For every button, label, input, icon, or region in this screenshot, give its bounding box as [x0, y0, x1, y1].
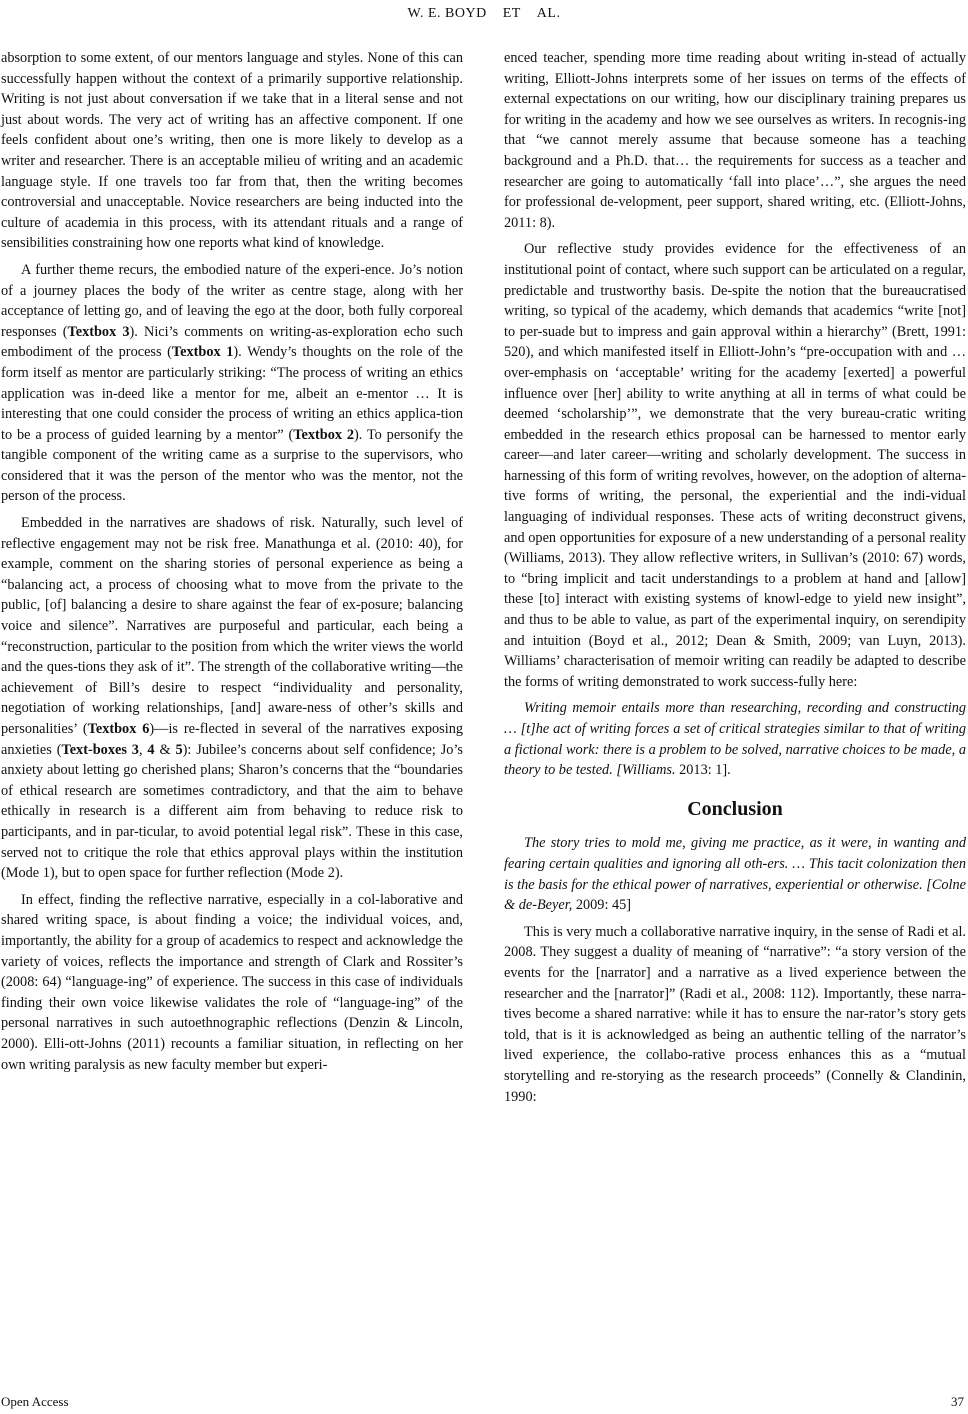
footer-page-number: 37	[951, 1394, 964, 1409]
text-run: ). To personify the tangible component of the writing came as a surprise to the supervisors, who considered that it was the person of the mentor who was the mentor, not the person of the process.	[1, 426, 463, 505]
text-run: ,	[138, 741, 148, 758]
textbox-ref: Textbox 3	[67, 323, 130, 340]
paragraph	[1, 513, 463, 884]
paragraph: Our reflective study provides evidence for the effectiveness of an institutional point of contact, where such support can be articulated on a regular, predictable and trustworthy basis. De-spite the notion that the bureaucratised writing, so typical of the academy, which demands that academics “write [not] to per-suade but to impress and gain approval within a hierarchy” (Brett, 1991: 520), and which manifested itself in Elliott-John’s “pre-occupation with and … over-emphasis on ‘acceptable’ writing for the academy [exerted] a powerful influence over [her] ability to write anything at all in terms of what could be deemed ‘scholarship’”, we demonstrate that the very bureau-cratic writing embedded in the research ethics proposal can be harnessed to mentor early career—and later career—writing and scholarly development. The success in harnessing of this form of writing revolves, however, on the adoption of alterna-tive forms of writing, the personal, the experiential and the indi-vidual languaging of individual responses. These acts of writing deconstruct givens, and open opportunities for exposure of a new understanding of a personal reality (Williams, 2013). They allow reflective writers, in Sullivan’s (2010: 67) words, to “bring implicit and tacit understandings to a problem at hand and [allow] these [to] interact with existing systems of knowl-edge to yield new insight”, and thus to be able to value, as part of the experimental inquiry, on serendipity and intuition (Boyd et al., 2012; Dean & Smith, 2009; van Luyn, 2013). Williams’ characterisation of memoir writing can readily be adapted to describe the forms of writing demonstrated to work success-fully here:	[504, 241, 966, 690]
quote-citation: 2009: 45]	[572, 897, 632, 914]
textbox-ref: 4	[147, 741, 155, 758]
text-run: ): Jubilee’s concerns about self confidence; Jo’s anxiety about letting go cherished plans; Sharon’s concerns that the “boundaries of ethical research are sometimes contradictory, and that the aim to behave ethically in research is a different aim from behaving to reduce risk to participants, and in par-ticular, to avoid potential legal risk”. These in this case, served not to critique the role that ethics approval plays within the institution (Mode 1), but to open space for further reflection (Mode 2).	[1, 741, 463, 882]
text-run: A further theme recurs, the embodied nature of the experi-ence. Jo’s notion of a journey places the body of the writer as centre stage, along with her acceptance of letting go, and of leaving the ego at the door, both fully corporeal responses (	[1, 261, 463, 340]
quote-text: The story tries to mold me, giving me practice, as it were, in wanting and fearing certain qualities and ignoring all oth-ers. … This tacit colonization then is the basis for the ethical power of narratives, experiential or otherwise. [Colne & de-Beyer,	[504, 835, 966, 914]
paragraph: absorption to some extent, of our mentors language and styles. None of this can successfully happen without the context of a primarily supportive relationship. Writing is not just about conversation if we take that in a literal sense and not just about words. The very act of writing has an affective component. If one feels confident about one’s writing, then one is more likely to develop as a writer and researcher. There is an acceptable milieu of writing and an academic language style. If one travels too far from that, then the writing becomes controversial and unacceptable. Novice researchers are being inducted into the culture of academia in this process, with its attendant rituals and a range of sensibilities constraining how one reports what kind of knowledge.	[1, 50, 463, 252]
text-run: ). Nici’s comments on writing-as-exploration echo such embodiment of the process (	[1, 323, 463, 361]
paragraph: In effect, finding the reflective narrative, especially in a col-laborative and shared writing space, is about finding a voice; the individual voices, and, importantly, the ability for a group of academics to respect and acknowledge the variety of voices, reflects the importance and strength of Clark and Rossiter’s (2008: 64) “language-ing” of experience. The success in this case of individuals finding their own voice likewise validates the role of “language-ing” of the personal narratives in such autoethnographic reflections (Denzin & Lincoln, 2000). Elli-ott-Johns (2011) recounts a familiar situation, in reflecting on her own writing paralysis as new faculty member but experi-	[1, 891, 463, 1073]
paragraph: This is very much a collaborative narrative inquiry, in the sense of Radi et al. 2008. They suggest a duality of meaning of “narrative”: “a story version of the events for the [narrator] and a narrative as a lived experience between the researcher and the [narrator]” (Radi et al., 2008: 112). Importantly, these narra-tives become a shared narrative: while it has to ensure the nar-rator’s story gets told, that is it is acknowledged as being an authentic telling of the narrator’s lived experience, the collabo-rative process enhances this as a “mutual storytelling and re-storying as the research proceeds” (Connelly & Clandinin, 1990:	[504, 923, 966, 1105]
header-author: W. E. BOYD	[407, 6, 487, 21]
text-run: )—is re-flected in several of the narratives exposing anxieties (	[1, 721, 464, 758]
block-quote	[504, 833, 966, 915]
textbox-ref: Textbox 6	[87, 721, 150, 737]
section-heading: Conclusion	[687, 797, 783, 820]
right-column	[504, 48, 966, 1113]
quote-citation: 2013: 1].	[675, 762, 731, 779]
left-column	[1, 48, 463, 1081]
textbox-ref: Text-boxes 3	[61, 741, 139, 758]
block-quote	[504, 698, 966, 780]
textbox-ref: Textbox 2	[293, 426, 355, 443]
running-header	[0, 6, 968, 22]
textbox-ref: 5	[175, 741, 183, 758]
text-run: &	[154, 741, 176, 758]
text-run: ). Wendy’s thoughts on the role of the form itself as mentor are particularly striking: “The process of writing an ethics application was in-deed like a mentor for me, albeit an e-mentor … It is interesting that one could consider the process of writing an ethics applica-tion to be a process of guided learning by a mentor” (	[1, 344, 463, 443]
header-et: ET	[502, 6, 521, 21]
quote-text: Writing memoir entails more than researching, recording and constructing … [t]he act of writing forces a set of critical strategies similar to that of writing a fictional work: there is a problem to be solved, narrative choices to be made, a theory to be tested. [Williams.	[504, 700, 966, 779]
footer-journal: Open Access	[1, 1394, 69, 1409]
text-run: Embedded in the narratives are shadows of risk. Naturally, such level of reflective engagement may not be risk free. Manathunga et al. (2010: 40), for example, comment on the sharing stories of personal experience as being a “balancing act, a process of choosing what to move from the private to the public, [of] balancing a desire to share against the fear of ex-posure; balancing voice and silence”. Narratives are purposeful and particular, each being a “reconstruction, particular to the position from which the writer views the world and the ques-tions they ask of it”. The strength of the collaborative writing—the achievement of Bill’s desire to respect “individuality and personality, negotiation of working relationships, [and] aware-ness of other’s skills and personalities’ (	[1, 515, 463, 737]
paragraph: enced teacher, spending more time reading about writing in-stead of actually writing, Elliott-Johns interprets some of her issues on terms of the effects of external expectations on our writing, how our disciplinary training prepares us for writing in the academy and how we see ourselves as writers. In recognis-ing that “we cannot merely assume that because someone has a teaching background and a Ph.D. that… the requirements for success as a teacher and researcher are going to automatically ‘fall into place’…”, she argues the need for professional de-velopment, peer support, shared writing, etc. (Elliott-Johns, 2011: 8).	[504, 50, 966, 231]
textbox-ref: Textbox 1	[171, 344, 234, 361]
paragraph	[1, 260, 463, 507]
header-al: AL.	[536, 6, 561, 21]
